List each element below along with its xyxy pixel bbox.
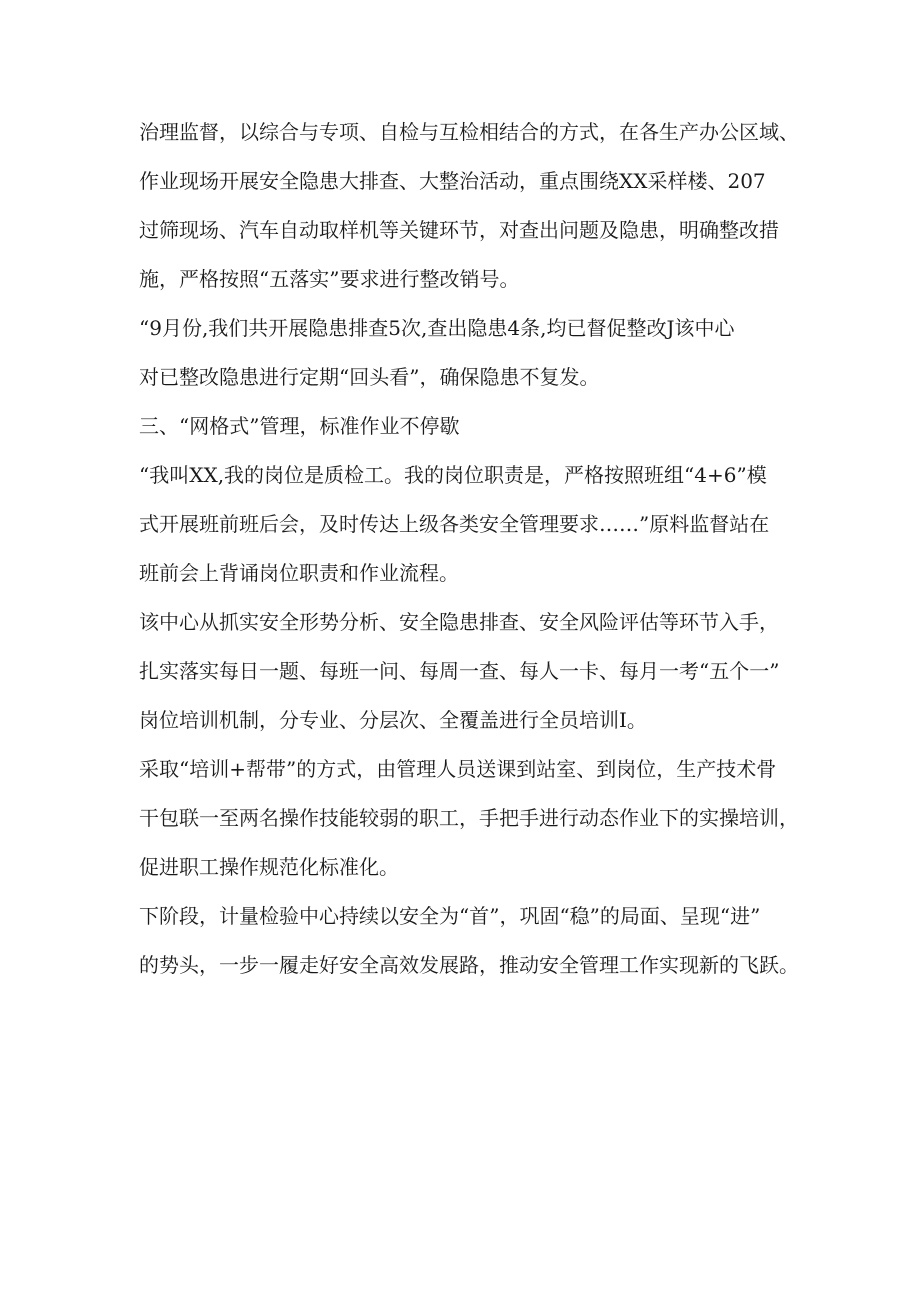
text-line: 班前会上背诵岗位职责和作业流程。 xyxy=(139,561,459,585)
text-line: 治理监督，以综合与专项、自检与互检相结合的方式，在各生产办公区域、 xyxy=(139,120,799,144)
text-line: 该中心从抓实安全形势分析、安全隐患排查、安全风险评估等环节入手， xyxy=(139,610,779,634)
text-line: 采取“培训+帮带”的方式，由管理人员送课到站室、到岗位，生产技术骨 xyxy=(139,757,777,781)
text-line: 促进职工操作规范化标准化。 xyxy=(139,855,399,879)
paragraph-training-mechanism xyxy=(139,598,839,745)
text-line: “我叫XX,我的岗位是质检工。我的岗位职责是，严格按照班组“4+6”模 xyxy=(139,463,767,487)
text-line: 扎实落实每日一题、每班一问、每周一查、每人一卡、每月一考“五个一” xyxy=(139,659,780,683)
text-line: 施，严格按照“五落实”要求进行整改销号。 xyxy=(139,267,520,291)
paragraph-hazard-inspection xyxy=(139,108,839,304)
section-heading xyxy=(139,402,839,451)
text-line: 的势头，一步一履走好安全高效发展路，推动安全管理工作实现新的飞跃。 xyxy=(139,953,799,977)
heading-line: 三、“网格式”管理，标准作业不停歇 xyxy=(139,414,460,438)
text-line: 式开展班前班后会，及时传达上级各类安全管理要求……”原料监督站在 xyxy=(139,512,770,536)
text-line: 下阶段，计量检验中心持续以安全为“首”，巩固“稳”的局面、呈现“进” xyxy=(139,904,761,928)
document-body xyxy=(139,108,839,990)
paragraph-mentoring xyxy=(139,745,839,892)
paragraph-september-quote xyxy=(139,304,839,402)
text-line: 过筛现场、汽车自动取样机等关键环节，对查出问题及隐患，明确整改措 xyxy=(139,218,779,242)
text-line: 岗位培训机制，分专业、分层次、全覆盖进行全员培训I。 xyxy=(139,708,647,732)
text-line: 作业现场开展安全隐患大排查、大整治活动，重点围绕XX采样楼、207 xyxy=(139,169,766,193)
paragraph-inspector-quote xyxy=(139,451,839,598)
text-line: 对已整改隐患进行定期“回头看”，确保隐患不复发。 xyxy=(139,365,600,389)
text-line: “9月份,我们共开展隐患排查5次,查出隐患4条,均已督促整改J该中心 xyxy=(139,316,735,340)
text-line: 干包联一至两名操作技能较弱的职工，手把手进行动态作业下的实操培训， xyxy=(139,806,799,830)
paragraph-next-stage xyxy=(139,892,839,990)
